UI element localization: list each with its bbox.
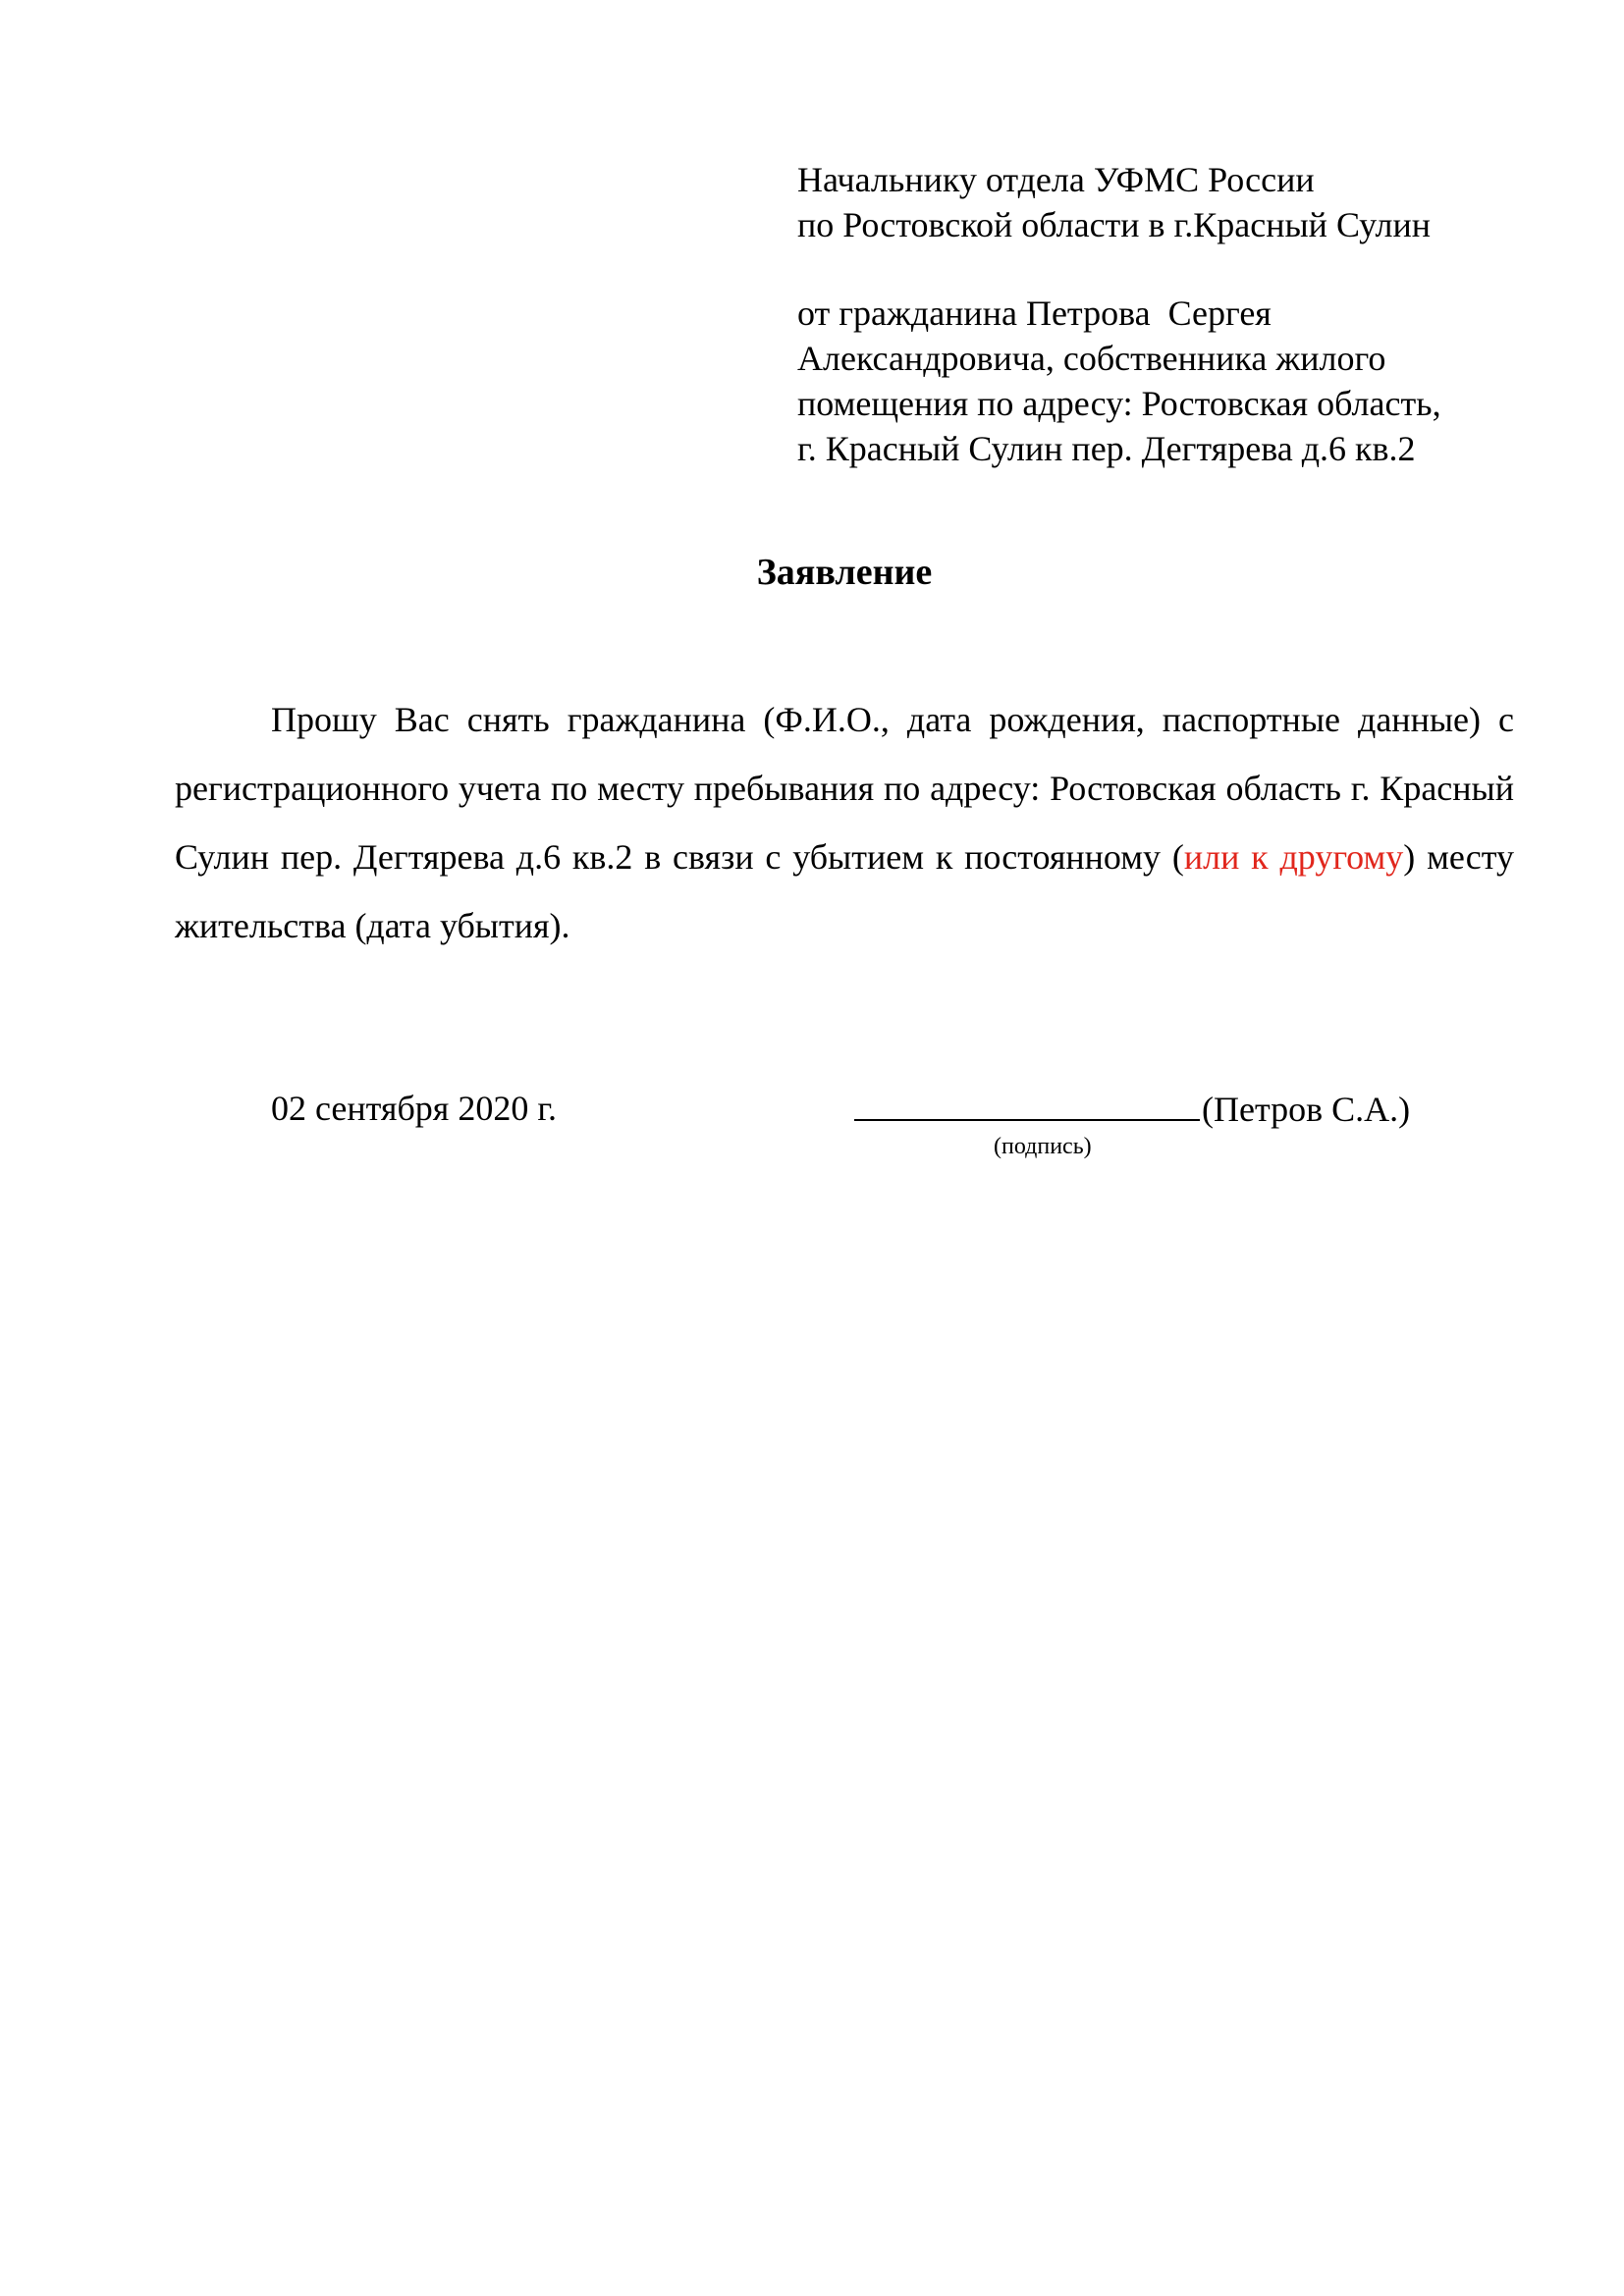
signature-blank xyxy=(854,1086,1200,1121)
document-title: Заявление xyxy=(756,552,933,593)
signature-name: (Петров С.А.) xyxy=(1202,1090,1411,1129)
body-text-highlight: или к другому xyxy=(1183,837,1404,877)
body-paragraph xyxy=(175,685,1514,960)
sender-line-2: Александровича, собственника жилого xyxy=(797,339,1386,378)
signature-line xyxy=(854,1086,1410,1132)
body-text-part-1: Прошу Вас снять гражданина (Ф.И.О., дата рождения, паспортные данные) с регистрационного учета по месту пребывания по адресу: Ростовская область г. Красный Сулин пер. Дегтярева д.6 кв.2 в связи с убытием к постоянному ( xyxy=(175,700,1514,877)
addressee-line-1: Начальнику отдела УФМС России xyxy=(797,160,1315,199)
sender-line-1: от гражданина Петрова Сергея xyxy=(797,294,1272,333)
sender-line-3: помещения по адресу: Ростовская область, xyxy=(797,384,1441,423)
body-text-part-2: ) месту жительства (дата убытия). xyxy=(175,837,1514,945)
signature-date: 02 сентября 2020 г. xyxy=(271,1089,558,1128)
header-gap xyxy=(797,247,1543,291)
signature-caption: (подпись) xyxy=(994,1134,1092,1159)
header-block xyxy=(797,157,1543,471)
sender-line-4: г. Красный Сулин пер. Дегтярева д.6 кв.2 xyxy=(797,429,1416,468)
addressee-line-2: по Ростовской области в г.Красный Сулин xyxy=(797,205,1431,244)
